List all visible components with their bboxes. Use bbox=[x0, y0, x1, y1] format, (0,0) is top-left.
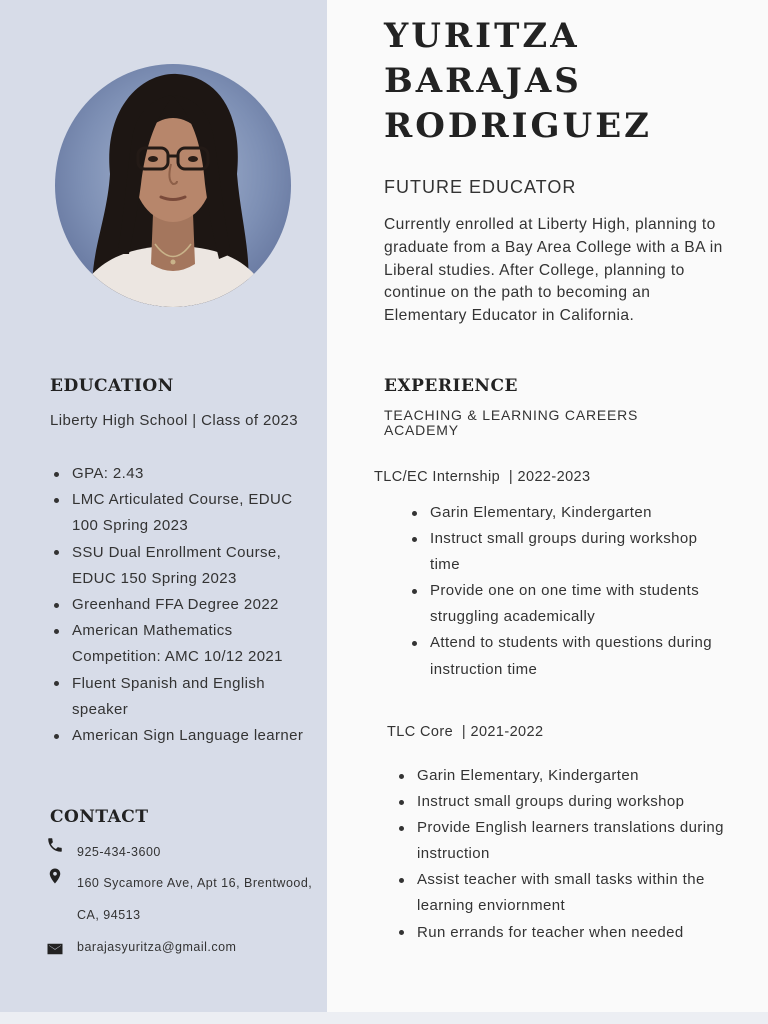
experience-heading: EXPERIENCE bbox=[384, 376, 518, 396]
contact-heading: CONTACT bbox=[50, 807, 149, 827]
education-heading: EDUCATION bbox=[50, 376, 174, 396]
full-name bbox=[384, 14, 754, 149]
education-item: LMC Articulated Course, EDUC 100 Spring 2023 bbox=[50, 487, 318, 539]
education-list bbox=[50, 461, 318, 749]
academy-name: TEACHING & LEARNING CAREERS ACADEMY bbox=[384, 407, 639, 438]
contact-phone-row bbox=[46, 836, 327, 868]
contact-email-row bbox=[46, 931, 327, 963]
name-line: RODRIGUEZ bbox=[384, 106, 652, 146]
contact-address-row bbox=[46, 867, 327, 931]
job-duty: Provide English learners translations during instruction bbox=[395, 815, 725, 867]
contact-phone[interactable]: 925-434-3600 bbox=[77, 845, 161, 859]
job-title: TLC/EC Internship | 2022-2023 bbox=[374, 469, 591, 485]
name-line: BARAJAS bbox=[384, 61, 582, 101]
summary-paragraph: Currently enrolled at Liberty High, planning to graduate from a Bay Area College with a BA in Liberal studies. After College, planning to continue on the path to becoming an Elementary Educator in California. bbox=[384, 216, 723, 325]
education-school: Liberty High School | Class of 2023 bbox=[50, 412, 299, 429]
contact-email[interactable]: barajasyuritza@gmail.com bbox=[77, 940, 237, 954]
job-role: FUTURE EDUCATOR bbox=[384, 177, 577, 197]
job-duties-list bbox=[408, 500, 728, 683]
profile-photo bbox=[55, 64, 291, 307]
job-duty: Garin Elementary, Kindergarten bbox=[408, 500, 728, 526]
bottom-strip bbox=[0, 1012, 768, 1024]
job-duties-list bbox=[395, 763, 725, 946]
job-duty: Garin Elementary, Kindergarten bbox=[395, 763, 725, 789]
job-title: TLC Core | 2021-2022 bbox=[387, 724, 544, 740]
job-duty: Instruct small groups during workshop time bbox=[408, 526, 728, 578]
job-duty: Provide one on one time with students struggling academically bbox=[408, 578, 728, 630]
envelope-icon bbox=[46, 940, 64, 958]
education-item: SSU Dual Enrollment Course, EDUC 150 Spring 2023 bbox=[50, 540, 318, 592]
job-duty: Run errands for teacher when needed bbox=[395, 920, 725, 946]
job-duty: Assist teacher with small tasks within the learning enviornment bbox=[395, 867, 725, 919]
phone-icon bbox=[46, 836, 64, 854]
education-item: Fluent Spanish and English speaker bbox=[50, 671, 318, 723]
contact-address: 160 Sycamore Ave, Apt 16, Brentwood, CA, 94513 bbox=[77, 876, 313, 922]
education-item: American Mathematics Competition: AMC 10/12 2021 bbox=[50, 618, 318, 670]
location-pin-icon bbox=[46, 867, 64, 885]
job-duty: Attend to students with questions during instruction time bbox=[408, 630, 728, 682]
education-item: Greenhand FFA Degree 2022 bbox=[50, 592, 318, 618]
job-duty: Instruct small groups during workshop bbox=[395, 789, 725, 815]
education-item: GPA: 2.43 bbox=[50, 461, 318, 487]
education-item: American Sign Language learner bbox=[50, 723, 318, 749]
name-line: YURITZA bbox=[384, 16, 580, 56]
